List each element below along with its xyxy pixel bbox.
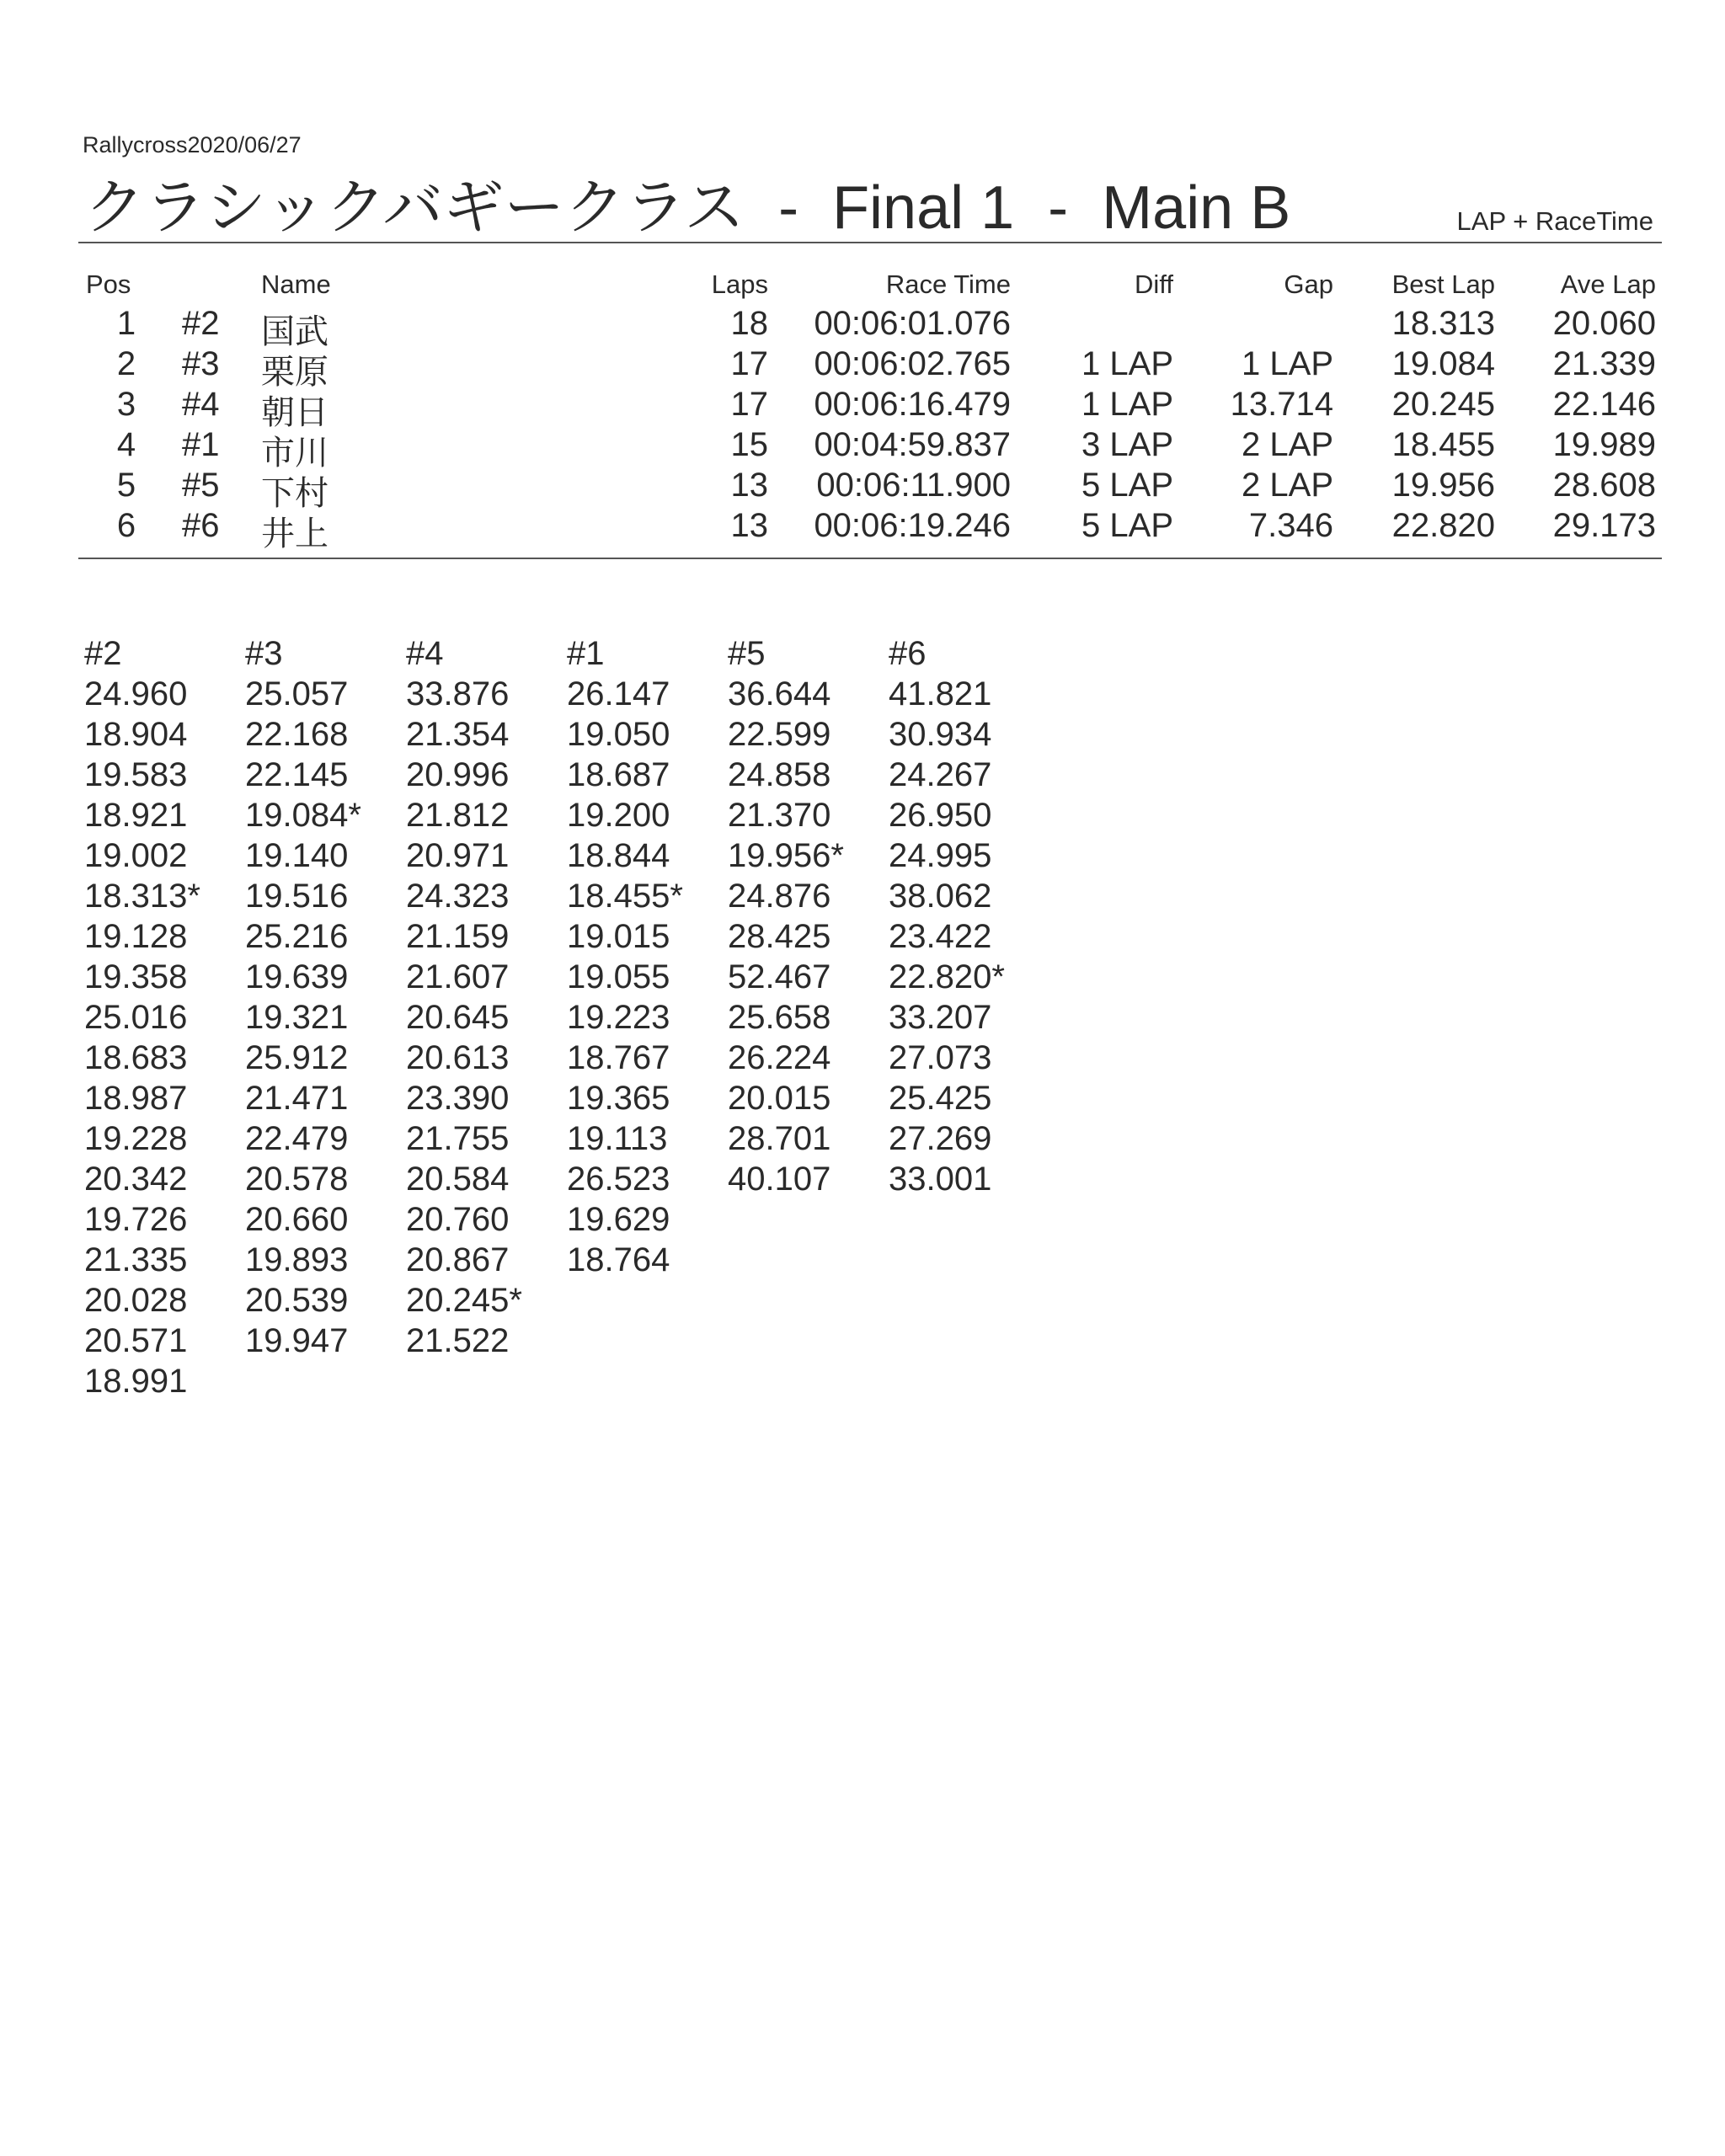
laps: 18 xyxy=(730,305,768,342)
ave-lap: 20.060 xyxy=(1552,305,1656,342)
race-time: 00:06:11.900 xyxy=(816,467,1011,504)
lap-time: 19.893 xyxy=(245,1241,349,1278)
lap-time: 19.583 xyxy=(84,756,188,793)
lap-time: 20.028 xyxy=(84,1282,188,1319)
lap-time: 20.015 xyxy=(728,1080,831,1117)
lap-time: 21.607 xyxy=(406,958,510,995)
lap-time: 19.956* xyxy=(728,837,844,874)
pos: 4 xyxy=(116,426,136,463)
lap-time: 24.323 xyxy=(406,878,510,915)
driver-name: 朝日 xyxy=(261,394,328,431)
car-number: #1 xyxy=(182,426,220,463)
best-lap: 20.245 xyxy=(1391,386,1495,423)
pos: 3 xyxy=(116,386,136,423)
lap-time: 22.479 xyxy=(245,1120,349,1157)
lap-time: 25.658 xyxy=(728,999,831,1036)
best-lap: 18.313 xyxy=(1391,305,1495,342)
lap-time: 24.876 xyxy=(728,878,831,915)
lap-time: 19.726 xyxy=(84,1201,188,1238)
laps: 17 xyxy=(730,345,768,382)
lap-time: 25.216 xyxy=(245,918,349,955)
lap-time: 25.016 xyxy=(84,999,188,1036)
car-number: #5 xyxy=(182,467,220,504)
lap-time: 19.200 xyxy=(567,797,670,834)
race-time: 00:04:59.837 xyxy=(814,426,1011,463)
header-best-lap: Best Lap xyxy=(1391,270,1495,299)
lap-time: 19.516 xyxy=(245,878,349,915)
lap-time: 18.904 xyxy=(84,716,188,753)
lap-column xyxy=(728,633,844,1199)
pos: 6 xyxy=(116,507,136,544)
lap-time: 19.055 xyxy=(567,958,670,995)
lap-time: 18.921 xyxy=(84,797,188,834)
driver-name: 栗原 xyxy=(261,354,328,391)
car-number: #3 xyxy=(182,345,220,382)
lap-time: 21.812 xyxy=(406,797,510,834)
lap-time: 20.342 xyxy=(84,1161,188,1198)
best-lap: 18.455 xyxy=(1391,426,1495,463)
ave-lap: 29.173 xyxy=(1552,507,1656,544)
lap-time: 24.267 xyxy=(889,756,992,793)
header-race-time: Race Time xyxy=(885,270,1011,299)
lap-time: 33.876 xyxy=(406,675,510,712)
lap-time: 21.471 xyxy=(245,1080,349,1117)
lap-time: 20.245* xyxy=(406,1282,522,1319)
table-row xyxy=(0,426,1725,472)
lap-time: 33.207 xyxy=(889,999,992,1036)
lap-time: 18.687 xyxy=(567,756,670,793)
header-ave-lap: Ave Lap xyxy=(1560,270,1656,299)
lap-time: 20.578 xyxy=(245,1161,349,1198)
bottom-divider xyxy=(78,558,1662,559)
laps: 17 xyxy=(730,386,768,423)
header-name: Name xyxy=(261,270,331,299)
ave-lap: 22.146 xyxy=(1552,386,1656,423)
lap-time: 19.002 xyxy=(84,837,188,874)
lap-time: 24.858 xyxy=(728,756,831,793)
lap-time: 26.523 xyxy=(567,1161,670,1198)
lap-time: 20.660 xyxy=(245,1201,349,1238)
lap-time: 18.767 xyxy=(567,1039,670,1076)
lap-time: 21.159 xyxy=(406,918,510,955)
lap-time: 20.760 xyxy=(406,1201,510,1238)
lap-time: 22.599 xyxy=(728,716,831,753)
lap-time: 19.084* xyxy=(245,797,361,834)
top-divider xyxy=(78,242,1662,243)
lap-time: 19.947 xyxy=(245,1322,349,1359)
gap: 2 LAP xyxy=(1242,426,1333,463)
table-row xyxy=(0,467,1725,512)
lap-time: 20.971 xyxy=(406,837,510,874)
lap-time: 22.145 xyxy=(245,756,349,793)
header-diff: Diff xyxy=(1135,270,1173,299)
driver-name: 市川 xyxy=(261,435,328,472)
car-number: #4 xyxy=(182,386,220,423)
lap-column-header: #4 xyxy=(406,635,444,672)
pos: 1 xyxy=(116,305,136,342)
car-number: #6 xyxy=(182,507,220,544)
lap-time: 20.645 xyxy=(406,999,510,1036)
pos: 2 xyxy=(116,345,136,382)
lap-time: 26.950 xyxy=(889,797,992,834)
lap-time: 18.313* xyxy=(84,878,200,915)
lap-time: 19.228 xyxy=(84,1120,188,1157)
driver-name: 井上 xyxy=(261,515,328,552)
lap-time: 26.224 xyxy=(728,1039,831,1076)
lap-time: 28.701 xyxy=(728,1120,831,1157)
driver-name: 国武 xyxy=(261,313,328,350)
lap-time: 20.571 xyxy=(84,1322,188,1359)
lap-time: 19.358 xyxy=(84,958,188,995)
lap-column-header: #6 xyxy=(889,635,927,672)
lap-time: 22.820* xyxy=(889,958,1005,995)
table-row xyxy=(0,386,1725,431)
lap-time: 18.844 xyxy=(567,837,670,874)
results-table xyxy=(0,270,1725,552)
lap-time: 19.050 xyxy=(567,716,670,753)
laps: 13 xyxy=(730,507,768,544)
lap-time: 41.821 xyxy=(889,675,992,712)
table-row xyxy=(0,305,1725,350)
diff: 1 LAP xyxy=(1081,386,1173,423)
lap-time: 27.269 xyxy=(889,1120,992,1157)
car-number: #2 xyxy=(182,305,220,342)
lap-time: 21.755 xyxy=(406,1120,510,1157)
gap: 13.714 xyxy=(1230,386,1333,423)
lap-time: 18.455* xyxy=(567,878,683,915)
lap-time: 20.584 xyxy=(406,1161,510,1198)
diff: 1 LAP xyxy=(1081,345,1173,382)
gap: 2 LAP xyxy=(1242,467,1333,504)
race-time: 00:06:19.246 xyxy=(814,507,1011,544)
lap-time: 22.168 xyxy=(245,716,349,753)
lap-column xyxy=(567,633,683,1280)
lap-time: 19.140 xyxy=(245,837,349,874)
lap-time: 18.987 xyxy=(84,1080,188,1117)
header-pos: Pos xyxy=(86,270,131,299)
lap-time: 20.539 xyxy=(245,1282,349,1319)
lap-time: 19.629 xyxy=(567,1201,670,1238)
best-lap: 22.820 xyxy=(1391,507,1495,544)
lap-column-header: #2 xyxy=(84,635,122,672)
lap-time: 21.354 xyxy=(406,716,510,753)
lap-time: 23.422 xyxy=(889,918,992,955)
lap-time: 18.764 xyxy=(567,1241,670,1278)
lap-time: 20.867 xyxy=(406,1241,510,1278)
table-row xyxy=(0,345,1725,391)
race-time: 00:06:02.765 xyxy=(814,345,1011,382)
lap-time: 21.370 xyxy=(728,797,831,834)
laps: 15 xyxy=(730,426,768,463)
lap-time: 25.425 xyxy=(889,1080,992,1117)
lap-column xyxy=(245,633,361,1361)
diff: 5 LAP xyxy=(1081,467,1173,504)
pos: 5 xyxy=(116,467,136,504)
lap-time: 24.960 xyxy=(84,675,188,712)
diff: 5 LAP xyxy=(1081,507,1173,544)
ave-lap: 28.608 xyxy=(1552,467,1656,504)
results-header-row xyxy=(0,270,1725,305)
lap-time: 19.223 xyxy=(567,999,670,1036)
lap-time: 40.107 xyxy=(728,1161,831,1198)
lap-time: 33.001 xyxy=(889,1161,992,1198)
lap-time: 20.613 xyxy=(406,1039,510,1076)
lap-time: 19.128 xyxy=(84,918,188,955)
header-laps: Laps xyxy=(711,270,768,299)
gap: 7.346 xyxy=(1248,507,1333,544)
ave-lap: 19.989 xyxy=(1552,426,1656,463)
laps: 13 xyxy=(730,467,768,504)
lap-time: 28.425 xyxy=(728,918,831,955)
lap-time: 36.644 xyxy=(728,675,831,712)
lap-time: 30.934 xyxy=(889,716,992,753)
lap-time: 19.113 xyxy=(567,1120,668,1157)
lap-column-header: #5 xyxy=(728,635,766,672)
lap-time: 38.062 xyxy=(889,878,992,915)
page-title: クラシックバギークラス - Final 1 - Main B xyxy=(84,174,1291,242)
event-line: Rallycross2020/06/27 xyxy=(83,132,302,157)
race-time: 00:06:16.479 xyxy=(814,386,1011,423)
diff: 3 LAP xyxy=(1081,426,1173,463)
lap-time: 18.683 xyxy=(84,1039,188,1076)
table-row xyxy=(0,507,1725,552)
lap-time: 19.365 xyxy=(567,1080,670,1117)
lap-time: 25.057 xyxy=(245,675,349,712)
lap-time: 19.321 xyxy=(245,999,349,1036)
lap-time: 52.467 xyxy=(728,958,831,995)
race-time: 00:06:01.076 xyxy=(814,305,1011,342)
lap-time: 18.991 xyxy=(84,1363,188,1400)
gap: 1 LAP xyxy=(1242,345,1333,382)
lap-time: 21.335 xyxy=(84,1241,188,1278)
lap-time: 23.390 xyxy=(406,1080,510,1117)
header-gap: Gap xyxy=(1284,270,1333,299)
lap-time: 19.015 xyxy=(567,918,670,955)
lap-time: 27.073 xyxy=(889,1039,992,1076)
best-lap: 19.084 xyxy=(1391,345,1495,382)
lap-time: 20.996 xyxy=(406,756,510,793)
lap-column xyxy=(889,633,1005,1199)
lap-column xyxy=(406,633,522,1361)
lap-time: 24.995 xyxy=(889,837,992,874)
driver-name: 下村 xyxy=(261,475,328,512)
lap-column-header: #1 xyxy=(567,635,605,672)
lap-time: 26.147 xyxy=(567,675,670,712)
lap-time: 19.639 xyxy=(245,958,349,995)
lap-column xyxy=(84,633,200,1401)
ave-lap: 21.339 xyxy=(1552,345,1656,382)
lap-column-header: #3 xyxy=(245,635,283,672)
report-type: LAP + RaceTime xyxy=(1456,206,1653,236)
best-lap: 19.956 xyxy=(1391,467,1495,504)
lap-time: 21.522 xyxy=(406,1322,510,1359)
lap-time: 25.912 xyxy=(245,1039,349,1076)
